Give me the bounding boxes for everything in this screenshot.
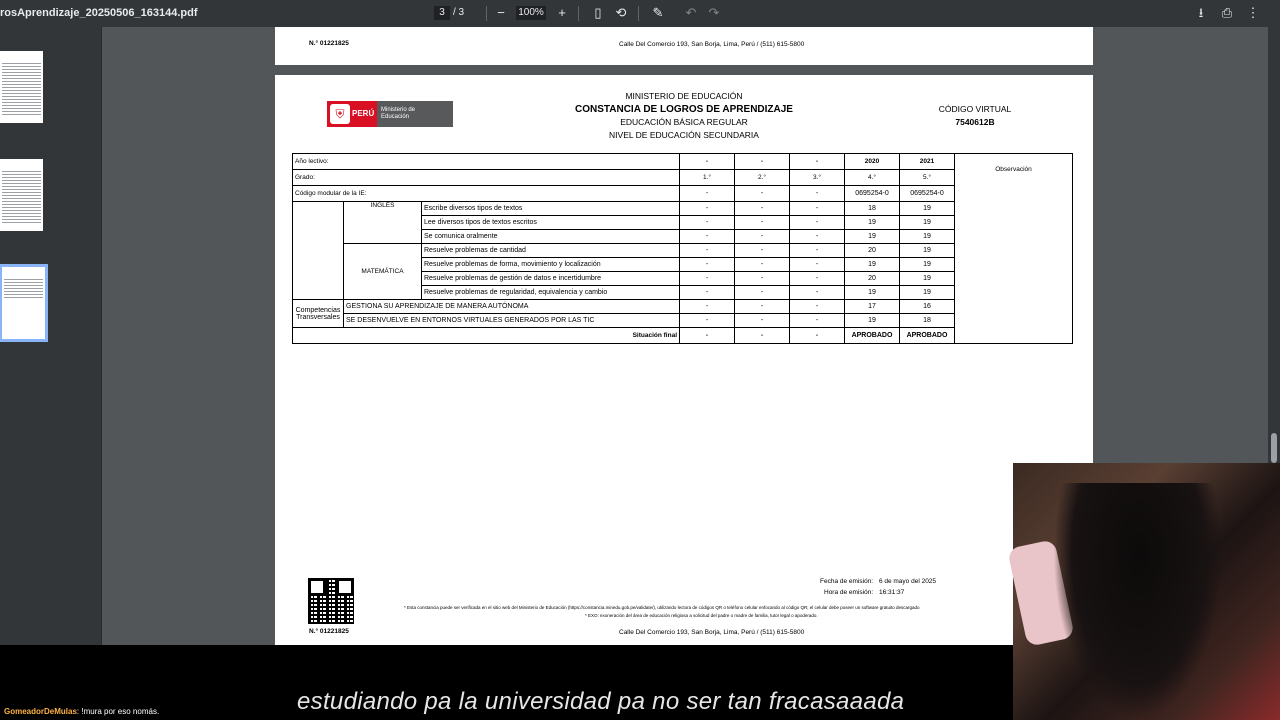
competency-name: Resuelve problemas de regularidad, equivalencia y cambio — [422, 286, 680, 300]
table-cell: - — [790, 216, 845, 230]
table-cell: - — [735, 244, 790, 258]
table-cell: - — [790, 300, 845, 314]
table-cell: - — [790, 244, 845, 258]
page-thumbnail-1[interactable] — [0, 51, 43, 123]
live-subtitle: estudiando pa la universidad pa no ser tan fracasaaada — [297, 688, 905, 715]
undo-icon[interactable]: ↶ — [685, 5, 697, 20]
grade-cell: 20 — [845, 272, 900, 286]
competency-name: Resuelve problemas de cantidad — [422, 244, 680, 258]
certificate-page — [275, 75, 1093, 645]
table-cell: - — [790, 202, 845, 216]
table-cell: - — [790, 272, 845, 286]
competency-name: Resuelve problemas de forma, movimiento y localización — [422, 258, 680, 272]
table-cell: - — [680, 300, 735, 314]
table-cell: 3.° — [790, 170, 845, 186]
row-label: Año lectivo: — [293, 154, 680, 170]
thumbnail-sidebar — [0, 27, 102, 645]
grades-table — [292, 153, 1073, 344]
table-cell: - — [735, 328, 790, 344]
table-cell: - — [790, 258, 845, 272]
toolbar-divider — [578, 6, 579, 21]
grade-cell: 18 — [900, 314, 955, 328]
pdf-toolbar — [0, 0, 1280, 27]
redo-icon[interactable]: ↷ — [708, 5, 720, 20]
table-cell: 1.° — [680, 170, 735, 186]
competency-name: Escribe diversos tipos de textos — [422, 202, 680, 216]
zoom-in-icon[interactable]: + — [558, 5, 566, 20]
table-cell: - — [680, 272, 735, 286]
table-row — [293, 186, 1073, 202]
table-cell: 2021 — [900, 154, 955, 170]
toolbar-divider — [638, 6, 639, 21]
table-cell: - — [790, 154, 845, 170]
issue-date — [820, 578, 936, 585]
table-cell: - — [790, 328, 845, 344]
grade-cell: 18 — [845, 202, 900, 216]
table-cell: 4.° — [845, 170, 900, 186]
doc-number: N.° 01221825 — [309, 40, 349, 47]
ministry-name: MINISTERIO DE EDUCACIÓN — [625, 91, 743, 101]
grade-cell: 19 — [900, 216, 955, 230]
area-math: MATEMÁTICA — [344, 244, 422, 300]
footer-address: Calle Del Comercio 193, San Borja, Lima, Perú / (511) 615-5800 — [619, 41, 805, 48]
grade-cell: 19 — [845, 258, 900, 272]
table-cell: - — [735, 216, 790, 230]
table-cell: - — [680, 230, 735, 244]
grade-cell: 19 — [845, 314, 900, 328]
table-cell: - — [790, 230, 845, 244]
competency-name: Resuelve problemas de gestión de datos e incertidumbre — [422, 272, 680, 286]
exo-note: * EXO: exoneración del área de educación religiosa a solicitud del padre o madre de familia, tutor legal o apoderado. — [585, 613, 818, 618]
table-cell: - — [680, 286, 735, 300]
virtual-code-label: CÓDIGO VIRTUAL — [938, 104, 1012, 114]
table-cell: - — [735, 186, 790, 202]
logo-ministry-text: Ministerio de Educación — [381, 107, 416, 120]
table-cell: - — [735, 202, 790, 216]
observation-cell — [955, 186, 1073, 344]
education-level: EDUCACIÓN BÁSICA REGULAR — [620, 117, 748, 127]
table-cell: - — [790, 186, 845, 202]
mouse-cursor-icon — [668, 486, 674, 498]
grade-cell: 19 — [845, 286, 900, 300]
doc-number: N.° 01221825 — [309, 628, 349, 635]
rotate-icon[interactable]: ⟲ — [615, 5, 627, 20]
footer-address: Calle Del Comercio 193, San Borja, Lima, Perú / (511) 615-5800 — [619, 629, 805, 636]
table-cell: 0695254-0 — [900, 186, 955, 202]
grade-cell: 19 — [900, 230, 955, 244]
annotate-icon[interactable]: ✎ — [652, 5, 664, 20]
more-options-icon[interactable]: ⋮ — [1246, 5, 1260, 20]
competency-name: GESTIONA SU APRENDIZAJE DE MANERA AUTÓNOMA — [344, 300, 680, 314]
grade-cell: 19 — [900, 286, 955, 300]
previous-page — [275, 27, 1093, 65]
table-cell: - — [790, 286, 845, 300]
minedu-logo — [327, 101, 453, 127]
grade-cell: 19 — [900, 272, 955, 286]
table-cell: 5.° — [900, 170, 955, 186]
grade-cell: 19 — [845, 230, 900, 244]
grade-cell: 19 — [900, 258, 955, 272]
issue-time-label: Hora de emisión: — [824, 589, 874, 596]
table-cell: - — [735, 314, 790, 328]
table-cell: 2020 — [845, 154, 900, 170]
toolbar-divider — [486, 6, 487, 21]
table-row — [293, 154, 1073, 170]
zoom-out-icon[interactable]: − — [497, 5, 505, 20]
page-total: / 3 — [453, 7, 465, 18]
table-cell: - — [680, 244, 735, 258]
table-cell: - — [680, 202, 735, 216]
grade-cell: 19 — [900, 202, 955, 216]
issue-date-value: 6 de mayo del 2025 — [878, 578, 937, 585]
scrollbar-thumb[interactable] — [1271, 433, 1277, 463]
table-cell: - — [680, 258, 735, 272]
competency-name: Se comunica oralmente — [422, 230, 680, 244]
table-cell: 2.° — [735, 170, 790, 186]
final-status-label: Situación final — [293, 328, 680, 344]
competency-name: SE DESENVUELVE EN ENTORNOS VIRTUALES GENERADOS POR LAS TIC — [344, 314, 680, 328]
table-cell: - — [680, 154, 735, 170]
issue-time — [824, 589, 904, 596]
table-cell: - — [735, 154, 790, 170]
table-cell: 0695254-0 — [845, 186, 900, 202]
grade-cell: 17 — [845, 300, 900, 314]
document-header — [555, 90, 813, 142]
webcam-overlay — [1013, 463, 1280, 720]
area-blank — [293, 202, 344, 300]
table-cell: - — [680, 314, 735, 328]
peru-shield-icon: ⛨ — [330, 104, 350, 124]
table-cell: - — [735, 272, 790, 286]
verification-note: * Esta constancia puede ser verificada en el sitio web del Ministerio de Educación (https://constancia.minedu.gob.pe/validate/), utilizando lectora de códigos QR o teléfono celular enfocando al código QR; el celular debe poseer un software gratuito descargado — [404, 605, 920, 610]
grade-cell: 16 — [900, 300, 955, 314]
competency-name: Lee diversos tipos de textos escritos — [422, 216, 680, 230]
print-icon[interactable]: ⎙ — [1221, 5, 1233, 20]
grade-cell: 19 — [845, 216, 900, 230]
table-cell: - — [735, 286, 790, 300]
page-thumbnail-3[interactable] — [2, 267, 45, 339]
area-english: INGLÉS — [344, 202, 422, 244]
table-cell: - — [735, 300, 790, 314]
chat-username: GomeadorDeMulas — [4, 707, 77, 716]
file-title: rosAprendizaje_20250506_163144.pdf — [0, 7, 198, 19]
table-cell: - — [680, 216, 735, 230]
table-cell: - — [735, 230, 790, 244]
final-status-cell: APROBADO — [900, 328, 955, 344]
download-icon[interactable]: ⭳ — [1198, 5, 1204, 20]
chat-message — [4, 707, 159, 716]
table-cell: - — [735, 258, 790, 272]
document-title: CONSTANCIA DE LOGROS DE APRENDIZAJE — [575, 104, 793, 115]
row-label: Código modular de la IE: — [293, 186, 680, 202]
virtual-code: 7540612B — [955, 117, 995, 127]
education-sublevel: NIVEL DE EDUCACIÓN SECUNDARIA — [609, 130, 759, 140]
grade-cell: 19 — [900, 244, 955, 258]
row-label: Grado: — [293, 170, 680, 186]
table-cell: - — [680, 186, 735, 202]
qr-code — [308, 578, 354, 624]
grade-cell: 20 — [845, 244, 900, 258]
issue-date-label: Fecha de emisión: — [820, 578, 874, 585]
streamer-silhouette — [1053, 483, 1223, 720]
final-status-cell: APROBADO — [845, 328, 900, 344]
table-cell: - — [790, 314, 845, 328]
observation-header: Observación — [955, 154, 1073, 186]
virtual-code-block — [915, 103, 1035, 129]
zoom-input[interactable]: 100% — [516, 6, 546, 20]
logo-peru-text: PERÚ — [352, 109, 375, 118]
table-cell: - — [680, 328, 735, 344]
issue-time-value: 16:31:37 — [878, 589, 905, 596]
page-number-input[interactable]: 3 — [434, 6, 450, 20]
chat-text: : !mura por eso nomás. — [76, 707, 160, 716]
fit-page-icon[interactable]: ▯ — [594, 5, 602, 20]
page-thumbnail-2[interactable] — [0, 159, 43, 231]
transversal-label: Competencias Transversales — [293, 300, 344, 328]
